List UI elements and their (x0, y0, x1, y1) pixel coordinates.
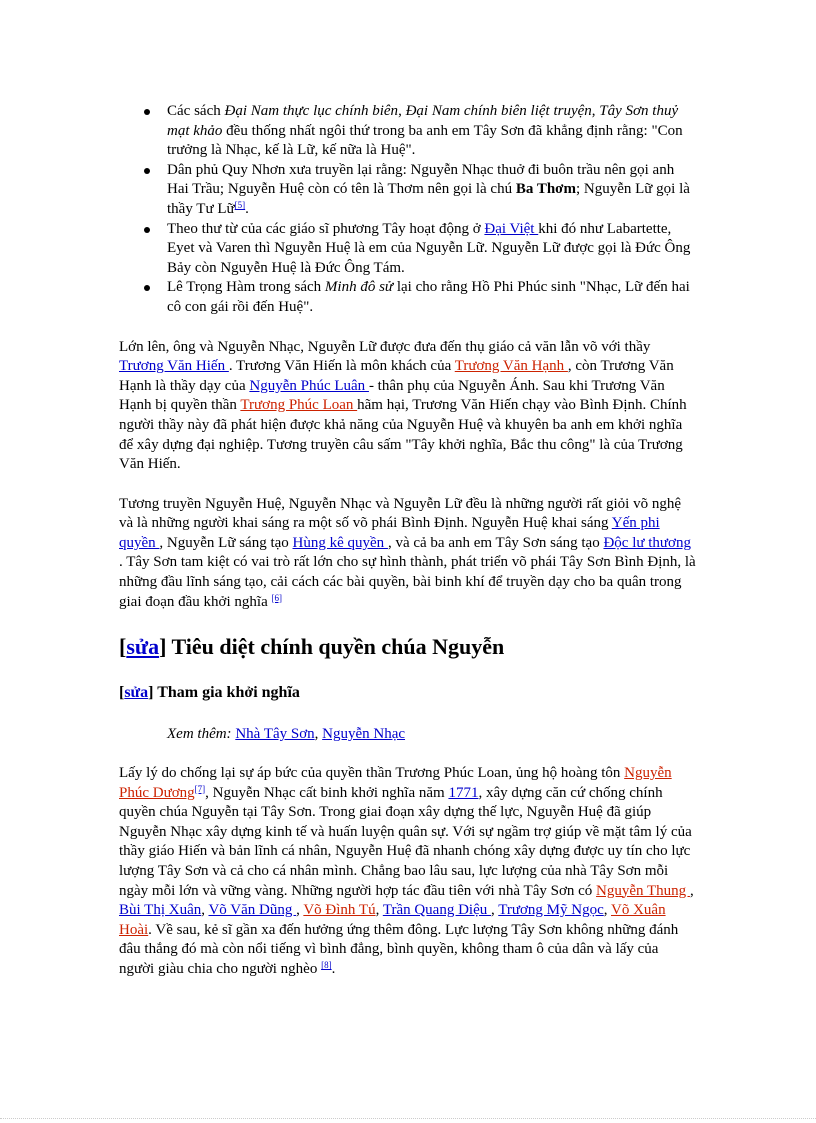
link-vo-xuan-hoai[interactable]: Võ Xuân Hoài (119, 902, 666, 938)
bold-name: Ba Thơm (515, 181, 576, 198)
link-nguyen-phuc-duong[interactable]: Nguyễn Phúc Dương (119, 765, 672, 801)
list-item: Lê Trọng Hàm trong sách Minh đô sử lại cho rằng Hồ Phi Phúc sinh "Nhạc, Lữ đến hai cô con gái rồi đến Huệ". (119, 278, 697, 317)
link-truong-phuc-loan[interactable]: Trương Phúc Loan (240, 397, 358, 414)
link-hung-ke-quyen[interactable]: Hùng kê quyền (292, 534, 388, 551)
reference-link[interactable]: [8] (321, 959, 332, 970)
section-heading: [sửa] Tiêu diệt chính quyền chúa Nguyễn (119, 634, 505, 659)
subsection-title: Tham gia khởi nghĩa (153, 684, 300, 701)
link-truong-van-hanh[interactable]: Trương Văn Hạnh (454, 358, 568, 375)
edit-section-link[interactable]: sửa (126, 634, 160, 659)
link-tran-quang-dieu[interactable]: Trần Quang Diệu (382, 902, 491, 919)
see-also-label: Xem thêm: (167, 726, 236, 742)
link-truong-my-ngoc[interactable]: Trương Mỹ Ngọc (498, 902, 604, 919)
link-nguyen-nhac[interactable]: Nguyễn Nhạc (322, 726, 406, 742)
paragraph-martial-arts: Tương truyền Nguyễn Huệ, Nguyễn Nhạc và Nguyễn Lữ đều là những người rất giỏi võ nghệ và là những người khai sáng ra một số võ phái Bình Định. Nguyễn Huệ khai sáng Yến phi quyền , Nguyễn Lữ sáng tạo Hùng kê quyền , và cả ba anh em Tây Sơn sáng tạo Độc lư thương . Tây Sơn tam kiệt có vai trò rất lớn cho sự hình thành, phát triển võ phái Tây Sơn Bình Định, là những đầu lĩnh sáng tạo, cải cách các bài quyền, bài binh khí để truyền dạy cho ba quân trong giai đoạn đầu khởi nghĩa [6] (119, 495, 696, 610)
link-vo-dinh-tu[interactable]: Võ Đình Tú (303, 902, 376, 919)
link-nguyen-phuc-luan[interactable]: Nguyễn Phúc Luân (249, 377, 369, 394)
link-vo-van-dung[interactable]: Võ Văn Dũng (208, 902, 297, 919)
link-nguyen-thung[interactable]: Nguyễn Thung (596, 882, 690, 899)
subsection-heading: [sửa] Tham gia khởi nghĩa (119, 684, 300, 701)
link-dai-viet[interactable]: Đại Việt (484, 220, 539, 237)
book-title: Tây Sơn thuỷ mạt khảo (167, 103, 679, 139)
link-yen-phi-quyen[interactable]: Yến phi quyền (119, 515, 660, 551)
link-nha-tay-son[interactable]: Nhà Tây Sơn (235, 726, 315, 742)
section-title: Tiêu diệt chính quyền chúa Nguyễn (166, 634, 505, 659)
list-item: Các sách Đại Nam thực lục chính biên, Đại Nam chính biên liệt truyện, Tây Sơn thuỷ mạt khảo đều thống nhất ngôi thứ trong ba anh em Tây Sơn đã khẳng định rằng: "Con trưởng là Nhạc, kế là Lữ, kế nữa là Huệ". (119, 102, 697, 161)
list-item: Theo thư từ của các giáo sĩ phương Tây hoạt động ở Đại Việt khi đó như Labartette, Eyet và Varen thì Nguyễn Huệ là em của Nguyễn Lữ. Nguyễn Lữ được gọi là Đức Ông Bảy còn Nguyễn Huệ là Đức Ông Tám. (119, 220, 697, 279)
link-doc-lu-thuong[interactable]: Độc lư thương (603, 534, 691, 551)
article-body (119, 102, 697, 612)
reference-link[interactable]: [6] (271, 592, 282, 603)
book-title: Minh đô sử (324, 279, 394, 296)
see-also: Xem thêm: Nhà Tây Sơn, Nguyễn Nhạc (167, 726, 406, 742)
paragraph-teacher: Lớn lên, ông và Nguyễn Nhạc, Nguyễn Lữ được đưa đến thụ giáo cả văn lẫn võ với thầy Trương Văn Hiến . Trương Văn Hiến là môn khách của Trương Văn Hạnh , còn Trương Văn Hạnh là thầy dạy của Nguyễn Phúc Luân - thân phụ của Nguyễn Ánh. Sau khi Trương Văn Hạnh bị quyền thần Trương Phúc Loan hãm hại, Trương Văn Hiến chạy vào Bình Định. Chính người thầy này đã phát hiện được khả năng của Nguyễn Huệ và khuyên ba anh em khởi nghĩa để xây dựng đại nghiệp. Tương truyền câu sấm "Tây khởi nghĩa, Bắc thu công" là của Trương Văn Hiến. (119, 338, 687, 473)
reference-link[interactable]: [5] (234, 199, 246, 210)
link-truong-van-hien[interactable]: Trương Văn Hiến (119, 358, 229, 375)
edit-subsection-link[interactable]: sửa (124, 684, 149, 701)
link-bui-thi-xuan[interactable]: Bùi Thị Xuân (119, 902, 202, 919)
book-title: Đại Nam thực lục chính biên (224, 103, 399, 119)
book-title: Đại Nam chính biên liệt truyện (405, 103, 592, 119)
list-item: Dân phủ Quy Nhơn xưa truyền lại rằng: Nguyễn Nhạc thuở đi buôn trầu nên gọi anh Hai Trầu; Nguyễn Huệ còn có tên là Thơm nên gọi là chú Ba Thơm; Nguyễn Lữ gọi là thầy Tư Lữ[5]. (119, 161, 697, 220)
page-bottom-rule (0, 1118, 816, 1119)
birth-order-list (119, 102, 697, 318)
reference-link[interactable]: [7] (194, 783, 206, 794)
paragraph-uprising: Lấy lý do chống lại sự áp bức của quyền thần Trương Phúc Loan, ủng hộ hoàng tôn Nguyễn Phúc Dương[7], Nguyễn Nhạc cất binh khởi nghĩa năm 1771, xây dựng căn cứ chống chính quyền chúa Nguyễn tại Tây Sơn. Trong giai đoạn xây dựng thế lực, Nguyễn Huệ đã giúp Nguyễn Nhạc xây dựng kinh tế và huấn luyện quân sự. Với sự ngầm trợ giúp về mặt tâm lý của thầy giáo Hiến và bản lĩnh cá nhân, Nguyễn Huệ đã nhanh chóng xây dựng được uy tín cho lực lượng Tây Sơn và cả cho cá nhân mình. Chẳng bao lâu sau, lực lượng của nhà Tây Sơn mỗi ngày mỗi lớn và vững vàng. Những người hợp tác đầu tiên với nhà Tây Sơn có Nguyễn Thung , Bùi Thị Xuân, Võ Văn Dũng , Võ Đình Tú, Trần Quang Diệu , Trương Mỹ Ngọc, Võ Xuân Hoài. Về sau, kẻ sĩ gần xa đến hưởng ứng thêm đông. Lực lượng Tây Sơn không những đánh đâu thắng đó mà còn nổi tiếng vì bình đẳng, bình quyền, không tham ô của dân và lấy của người giàu chia cho người nghèo [8]. (119, 765, 694, 977)
link-1771[interactable]: 1771 (448, 784, 479, 801)
